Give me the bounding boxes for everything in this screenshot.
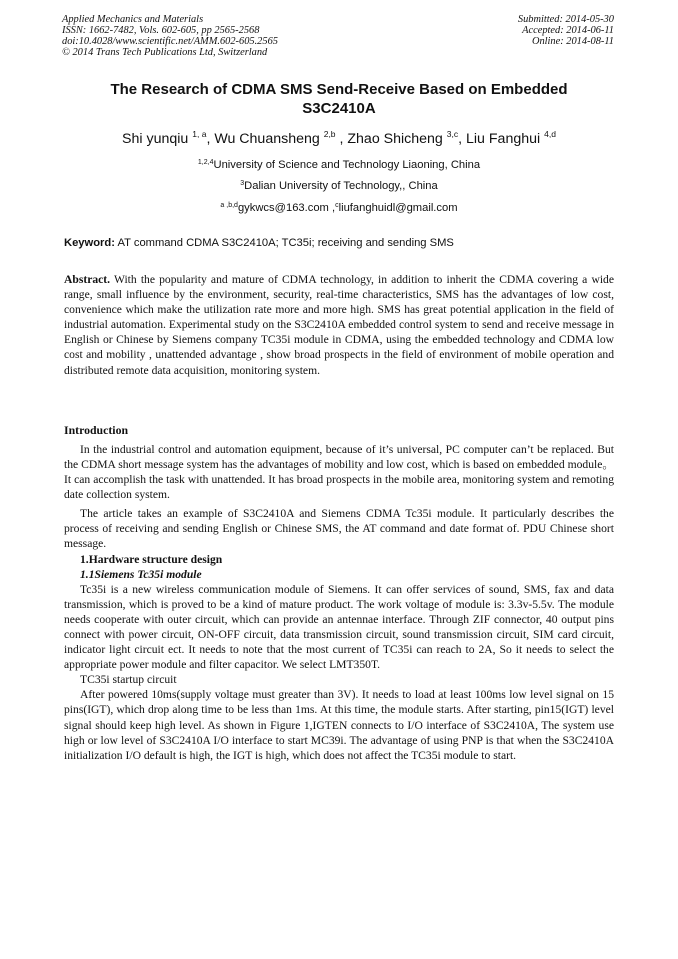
section-heading-hardware: 1.Hardware structure design [80,552,223,566]
issn-line: ISSN: 1662-7482, Vols. 602-605, pp 2565-2568 [62,25,260,36]
keywords-line [64,236,614,250]
abstract-text: With the popularity and mature of CDMA technology, in addition to inherit the CDMA covering a wide range, small influence by the environment, security, real-time characteristics, SMS has the advantages of low cost, convenience which make the utilization rate more and more high. SMS has great potential application in the field of industrial automation. Experimental study on the S3C2410A embedded control system to send and receive message in English or Chinese by Siemens company TC35i module in CDMA, using the embedded technology and CDMA low cost and mobility , unattended advantage , show broad prospects in the field of environment of mobile operation and distributed remote data acquisition, monitoring system. [64,273,614,377]
affiliation-1 [64,158,614,172]
author-name: Zhao Shicheng [347,131,443,147]
affiliation-sup: 3 [240,180,245,187]
affiliation-emails [64,201,614,215]
abstract-label: Abstract. [64,273,111,286]
email-1[interactable]: gykwcs@163.com , [237,202,336,214]
submitted-date: Submitted: 2014-05-30 [517,14,614,25]
affiliation-sup: 1,2,4 [197,159,214,166]
main-body [64,423,614,767]
online-date: Online: 2014-08-11 [531,36,614,47]
author-name: Wu Chuansheng [214,131,320,147]
author-sup: 4,d [544,129,556,139]
email-sup: a ,b,d [220,202,238,209]
startup-paragraph: After powered 10ms(supply voltage must greater than 3V). It needs to load at least 100ms low level signal on 15 pins(IGT), which drop along time to be less than 1ms. At this time, the module starts. After starting, pin15(IGT) level signal should keep high level. As shown in Figure 1,IGTEN connects to I/O interface of S3C2410A, The system use high or low level of S3C2410A I/O interface to start MC39i. The advantage of using PNP is that when the S3C2410A initialization I/O default is high, the IGT is high, which does not affect the TC35i module to start. [64,688,614,762]
subsection-heading-tc35i: 1.1Siemens Tc35i module [80,567,202,581]
copyright-line: © 2014 Trans Tech Publications Ltd, Switzerland [62,47,268,58]
startup-circuit-label: TC35i startup circuit [80,673,177,687]
paper-title [64,80,614,118]
author-list: Shi yunqiu $^{1, a}$, Wu Chuansheng $^{2,b}$ , Zhao Shicheng $^{3,c}$, Liu Fanghui $^{4,d}$ [122,129,556,147]
accepted-date: Accepted: 2014-06-11 [522,25,614,36]
email-sup: c [335,202,339,209]
intro-paragraph-2: The article takes an example of S3C2410A and Siemens CDMA Tc35i module. It particularly describes the process of receiving and sending English or Chinese SMS, the AT command and date format of. PDU Chinese short message. [64,507,614,551]
author-sup: 2,b [323,129,336,139]
introduction-heading: Introduction [64,423,129,437]
author-name: Liu Fanghui [466,131,541,147]
affiliation-text: Dalian University of Technology,, China [244,180,438,192]
doi-line[interactable]: doi:10.4028/www.scientific.net/AMM.602-605.2565 [62,36,278,47]
dates-info [518,14,614,47]
email-2[interactable]: liufanghuidl@gmail.com [338,202,458,214]
keywords-label: Keyword: [64,237,115,249]
title-line-1: The Research of CDMA SMS Send-Receive Based on Embedded [110,81,568,98]
author-sup: 3,c [446,129,459,139]
journal-info [62,14,278,58]
intro-paragraph-1: In the industrial control and automation equipment, because of it’s universal, PC computer can’t be replaced. But the CDMA short message system has the advantages of mobility and low cost, which is based on embedded module。It can accomplish the task with unattended. It has broad prospects in the mobile area, monitoring system and remoting date collection system. [64,443,614,502]
keywords-text: AT command CDMA S3C2410A; TC35i; receiving and sending SMS [114,237,454,249]
affiliation-2 [64,179,614,193]
author-name: Shi yunqiu [122,131,189,147]
module-paragraph: Tc35i is a new wireless communication module of Siemens. It can offer services of sound, SMS, fax and data transmission, which is proved to be a kind of mature product. The work voltage of module is: 3.3v-5.5v. The module needs cooperate with outer circuit, which can provide an antennae interface. Through ZIF connector, 40 output pins connect with power circuit, ON-OFF circuit, data transmission circuit, sound transmission circuit, SIM card circuit, indicator light circuit ect. It needs to note that the most current of TC35i can reach to 2A, So it needs to select the appropriate power module and filter capacitor. We select LMT350T. [64,582,614,672]
journal-name: Applied Mechanics and Materials [62,14,204,25]
abstract [64,272,614,378]
author-sup: 1, a [192,129,207,139]
affiliation-text: University of Science and Technology Liaoning, China [213,159,481,171]
title-line-2: S3C2410A [302,100,376,117]
